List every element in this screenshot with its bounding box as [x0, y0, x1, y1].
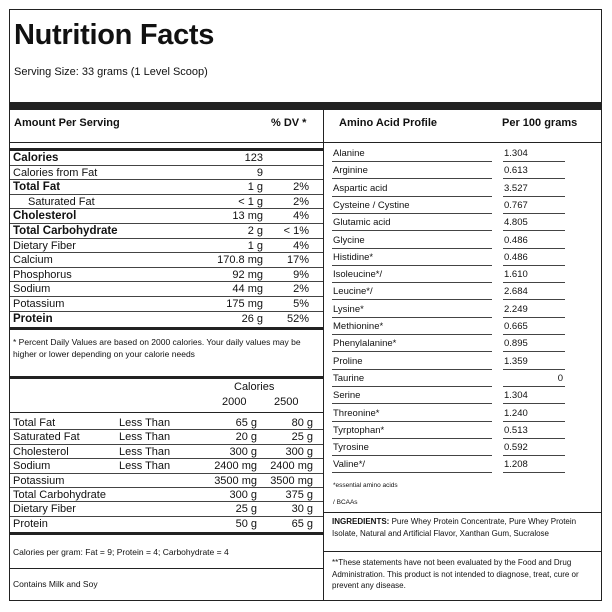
amino-acid-row	[332, 181, 563, 198]
nutrient-row-sodium	[10, 282, 323, 297]
amino-acid-name: Tyrosine	[332, 440, 492, 456]
dv-col-2000: 2000	[222, 396, 247, 408]
dv-nutrient-name: Dietary Fiber	[13, 503, 76, 516]
amino-acid-row	[332, 250, 563, 267]
dv-row-sodium	[10, 459, 323, 473]
divider	[10, 142, 323, 143]
nutrient-amount: 92 mg	[232, 268, 263, 281]
nutrient-row-phosphorus	[10, 268, 323, 283]
nutrient-amount: 44 mg	[232, 283, 263, 296]
amino-acid-name: Glutamic acid	[332, 215, 492, 231]
nutrient-dv: 5%	[293, 298, 309, 310]
ingredients	[332, 516, 598, 539]
amino-acid-name: Histidine*	[332, 250, 492, 266]
nutrient-name: Protein	[13, 312, 53, 325]
essential-note: *essential amino acids	[333, 482, 398, 489]
serving-size: Serving Size: 33 grams (1 Level Scoop)	[14, 66, 208, 78]
nutrient-row-cholesterol	[10, 209, 323, 224]
divider	[10, 376, 323, 379]
ingredients-label: INGREDIENTS:	[332, 517, 390, 526]
nutrition-label	[9, 9, 602, 601]
nutrient-row-dietary-fiber	[10, 239, 323, 254]
dv-nutrient-name: Potassium	[13, 474, 65, 487]
dv-value-2000: 25 g	[235, 503, 257, 516]
amino-acid-name: Lysine*	[332, 302, 492, 318]
dv-row-total-fat	[10, 416, 323, 430]
amino-acid-value: 1.359	[503, 354, 565, 370]
amino-acid-row	[332, 215, 563, 232]
amino-acid-name: Serine	[332, 388, 492, 404]
amino-acid-name: Aspartic acid	[332, 181, 492, 197]
dv-limit: Less Than	[119, 460, 171, 473]
divider	[10, 327, 323, 330]
nutrient-row-calories	[10, 151, 323, 166]
amino-acid-row	[332, 388, 563, 405]
nutrient-amount: 123	[244, 152, 263, 164]
dv-row-potassium	[10, 474, 323, 488]
nutrient-dv: 4%	[293, 239, 309, 252]
nutrient-dv: 52%	[286, 312, 309, 325]
amino-acid-value: 0.767	[503, 198, 565, 214]
amino-acid-value: 0.513	[503, 423, 565, 439]
nutrient-row-protein	[10, 312, 323, 327]
amino-acid-value: 1.240	[503, 406, 565, 422]
amino-acid-value: 2.249	[503, 302, 565, 318]
dv-value-2000: 300 g	[229, 445, 257, 458]
dv-nutrient-name: Total Carbohydrate	[13, 489, 106, 501]
amino-acid-value: 0.592	[503, 440, 565, 456]
nutrient-name: Sodium	[13, 283, 51, 296]
amino-acid-name: Tyrptophan*	[332, 423, 492, 439]
amino-acid-name: Leucine*/	[332, 284, 492, 300]
nutrient-dv: 2%	[293, 283, 309, 296]
dv-row-cholesterol	[10, 445, 323, 459]
amino-acid-name: Isoleucine*/	[332, 267, 492, 283]
amino-acid-row	[332, 302, 563, 319]
nutrient-row-total-fat	[10, 180, 323, 195]
amino-acid-value: 0.613	[503, 163, 565, 179]
dv-value-2000: 50 g	[235, 517, 257, 530]
amino-acid-value: 1.208	[503, 457, 565, 473]
nutrient-amount: 1 g	[247, 239, 263, 252]
dv-row-dietary-fiber	[10, 502, 323, 516]
amino-acid-row	[332, 146, 563, 163]
dv-value-2500: 3500 mg	[270, 474, 313, 487]
dv-nutrient-name: Saturated Fat	[13, 431, 80, 444]
amino-acid-name: Methionine*	[332, 319, 492, 335]
nutrient-amount: 9	[256, 166, 263, 179]
amino-acid-row	[332, 319, 563, 336]
dv-value-2000: 3500 mg	[214, 474, 257, 487]
dv-col-2500: 2500	[274, 396, 299, 408]
divider	[323, 551, 601, 552]
nutrient-row-calories-from-fat	[10, 166, 323, 181]
nutrient-dv: < 1%	[283, 225, 309, 237]
amino-acid-row	[332, 163, 563, 180]
dv-value-2000: 20 g	[235, 431, 257, 444]
amino-acid-row	[332, 406, 563, 423]
nutrient-name: Phosphorus	[13, 268, 72, 281]
dv-value-2500: 300 g	[285, 445, 313, 458]
dv-value-2000: 300 g	[229, 489, 257, 501]
dv-nutrient-name: Protein	[13, 517, 48, 530]
divider	[10, 568, 323, 569]
dv-limit: Less Than	[119, 431, 171, 444]
nutrient-row-calcium	[10, 253, 323, 268]
amino-acid-row	[332, 457, 563, 474]
dv-footnote: * Percent Daily Values are based on 2000 calories. Your daily values may be higher or lower depending on your calorie needs	[13, 337, 301, 359]
amino-acid-value: 1.304	[503, 146, 565, 162]
amino-acid-row	[332, 440, 563, 457]
amino-acid-name: Proline	[332, 354, 492, 370]
nutrient-amount: 2 g	[247, 225, 263, 237]
ingredients-text: Pure Whey Protein Concentrate, Pure Whey Protein Isolate, Natural and Artificial Flavor, Xanthan Gum, Sucralose	[332, 517, 577, 538]
nutrient-dv: 2%	[293, 195, 309, 208]
column-divider	[323, 110, 324, 600]
nutrient-dv: 17%	[286, 254, 309, 267]
nutrient-dv: 4%	[293, 210, 309, 223]
nutrient-amount: 13 mg	[232, 210, 263, 223]
nutrient-row-total-carbohydrate	[10, 224, 323, 239]
nutrient-amount: < 1 g	[238, 195, 263, 208]
divider	[323, 142, 601, 143]
fda-statement: **These statements have not been evaluated by the Food and Drug Administration. This product is not intended to diagnose, treat, cure or prevent any disease.	[332, 558, 579, 590]
amino-acid-name: Cysteine / Cystine	[332, 198, 492, 214]
nutrient-row-saturated-fat	[10, 195, 323, 210]
dv-nutrient-name: Sodium	[13, 460, 51, 473]
nutrient-name: Cholesterol	[13, 210, 77, 223]
dv-row-total-carbohydrate	[10, 488, 323, 502]
amino-acid-row	[332, 371, 563, 388]
dv-value-2500: 375 g	[285, 489, 313, 501]
nutrient-amount: 175 mg	[226, 298, 263, 310]
amino-acid-name: Valine*/	[332, 457, 492, 473]
dv-limit: Less Than	[119, 445, 171, 458]
amino-acid-value: 1.304	[503, 388, 565, 404]
nutrient-name: Saturated Fat	[28, 195, 95, 208]
dv-value-2500: 65 g	[291, 517, 313, 530]
divider	[323, 512, 601, 513]
amino-acid-value: 4.805	[503, 215, 565, 231]
amino-acid-row	[332, 267, 563, 284]
amino-acid-row	[332, 233, 563, 250]
dv-header: % DV *	[271, 117, 307, 129]
amino-acid-value: 1.610	[503, 267, 565, 283]
label-title: Nutrition Facts	[14, 19, 215, 51]
dv-nutrient-name: Total Fat	[13, 417, 56, 429]
nutrient-name: Calories from Fat	[13, 166, 98, 179]
nutrient-name: Dietary Fiber	[13, 239, 76, 252]
amino-acid-value: 0.895	[503, 336, 565, 352]
dv-row-protein	[10, 517, 323, 531]
amino-acid-name: Threonine*	[332, 406, 492, 422]
dv-value-2500: 2400 mg	[270, 460, 313, 473]
nutrient-name: Calories	[13, 152, 59, 164]
amino-acid-row	[332, 354, 563, 371]
dv-value-2500: 25 g	[291, 431, 313, 444]
amino-acid-row	[332, 336, 563, 353]
nutrient-dv: 2%	[293, 181, 309, 194]
dv-calories-label: Calories	[234, 381, 275, 393]
amount-per-serving-header: Amount Per Serving	[14, 117, 120, 129]
amino-acid-value: 2.684	[503, 284, 565, 300]
amino-acid-row	[332, 198, 563, 215]
nutrient-row-potassium	[10, 297, 323, 312]
amino-acid-value: 0.486	[503, 233, 565, 249]
dv-value-2500: 30 g	[291, 503, 313, 516]
dv-value-2000: 2400 mg	[214, 460, 257, 473]
thick-divider	[10, 102, 601, 110]
nutrient-name: Total Fat	[13, 181, 61, 194]
nutrient-name: Potassium	[13, 298, 65, 310]
amino-acid-value: 0.486	[503, 250, 565, 266]
dv-value-2000: 65 g	[235, 417, 257, 429]
dv-nutrient-name: Cholesterol	[13, 445, 69, 458]
amino-acid-value: 3.527	[503, 181, 565, 197]
amino-acid-name: Alanine	[332, 146, 492, 162]
per-100-header: Per 100 grams	[502, 117, 578, 129]
bcaa-note: / BCAAs	[333, 499, 358, 506]
amino-acid-name: Arginine	[332, 163, 492, 179]
nutrient-amount: 170.8 mg	[217, 254, 263, 267]
amino-acid-name: Taurine	[332, 371, 492, 387]
nutrient-amount: 1 g	[247, 181, 263, 194]
dv-value-2500: 80 g	[291, 417, 313, 429]
amino-profile-header: Amino Acid Profile	[339, 117, 437, 129]
nutrient-name: Total Carbohydrate	[13, 225, 118, 237]
amino-acid-row	[332, 284, 563, 301]
divider	[10, 412, 323, 413]
nutrient-name: Calcium	[13, 254, 53, 267]
divider	[10, 532, 323, 535]
calories-per-gram: Calories per gram: Fat = 9; Protein = 4; Carbohydrate = 4	[13, 547, 229, 557]
nutrient-dv: 9%	[293, 268, 309, 281]
dv-limit: Less Than	[119, 417, 171, 429]
amino-acid-value: 0	[503, 371, 565, 387]
nutrient-amount: 26 g	[241, 312, 263, 325]
amino-acid-name: Phenylalanine*	[332, 336, 492, 352]
amino-acid-value: 0.665	[503, 319, 565, 335]
amino-acid-row	[332, 423, 563, 440]
allergen-statement: Contains Milk and Soy	[13, 579, 98, 589]
dv-row-saturated-fat	[10, 430, 323, 444]
amino-acid-name: Glycine	[332, 233, 492, 249]
